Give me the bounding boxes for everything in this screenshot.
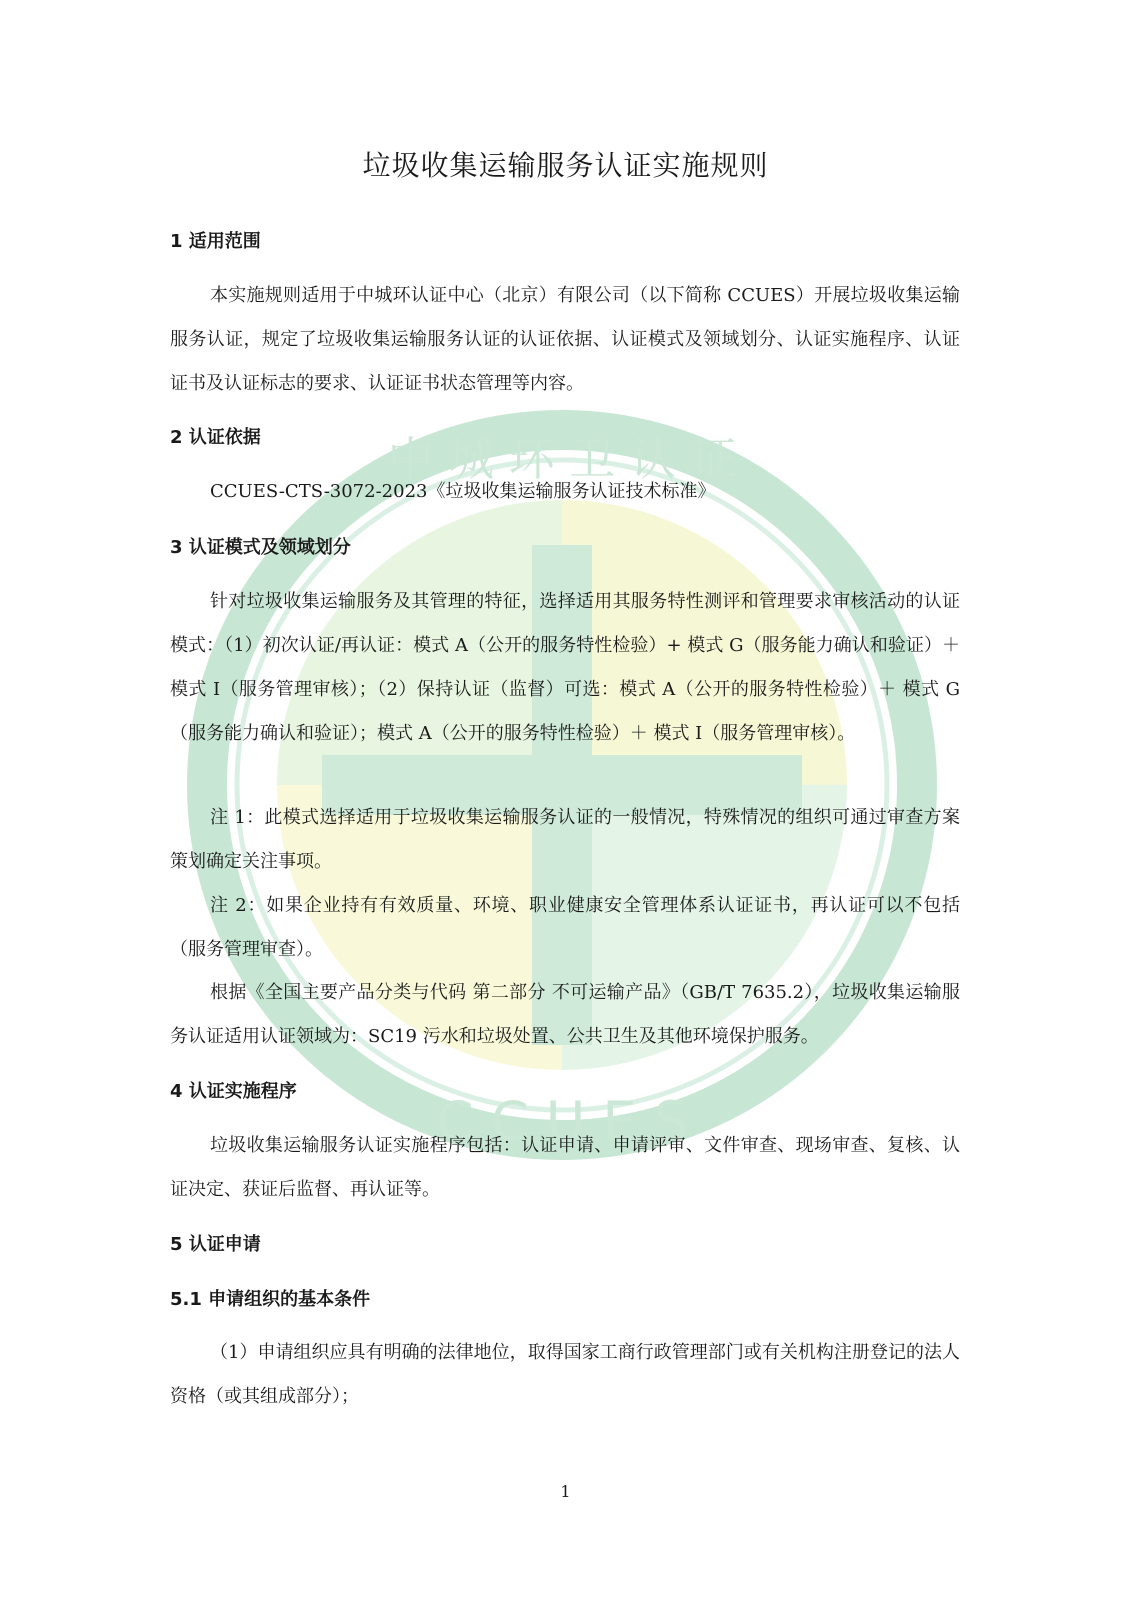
section-5-heading: 5 认证申请 [170,1234,261,1255]
section-5-1-paragraph: （1）申请组织应具有明确的法律地位，取得国家工商行政管理部门或有关机构注册登记的法人资格（或其组成部分）； [170,1342,960,1407]
section-4-heading: 4 认证实施程序 [170,1081,297,1102]
watermark-top-text: 中 城 环 卫 认 证 [387,432,737,486]
section-3-paragraph-1: 针对垃圾收集运输服务及其管理的特征，选择适用其服务特性测评和管理要求审核活动的认证模式：（1）初次认证/再认证：模式 A（公开的服务特性检验）+ 模式 G（服务能力确认和验证）＋模式 I（服务管理审核）；（2）保持认证（监督）可选：模式 A（公开的服务特性检验）＋ 模式 G（服务能力确认和验证）；模式 A（公开的服务特性检验）＋ 模式 I（服务管理审核）。 [170,591,960,744]
section-3-heading: 3 认证模式及领域划分 [170,537,351,558]
section-1-heading: 1 适用范围 [170,231,261,252]
section-3-note-1: 注 1：此模式选择适用于垃圾收集运输服务认证的一般情况，特殊情况的组织可通过审查方案策划确定关注事项。 [170,807,960,872]
section-2-paragraph: CCUES-CTS-3072-2023《垃圾收集运输服务认证技术标准》 [210,481,716,502]
section-3-note-2: 注 2：如果企业持有有效质量、环境、职业健康安全管理体系认证证书，再认证可以不包括（服务管理审查）。 [170,895,960,960]
page-number: 1 [560,1482,571,1501]
section-2-heading: 2 认证依据 [170,427,261,448]
document-title: 垃圾收集运输服务认证实施规则 [362,149,769,182]
section-3-paragraph-2: 根据《全国主要产品分类与代码 第二部分 不可运输产品》（GB/T 7635.2），垃圾收集运输服务认证适用认证领域为：SC19 污水和垃圾处置、公共卫生及其他环境保护服务。 [170,982,960,1047]
watermark-bottom-text: C C U E S [436,1090,688,1153]
section-5-1-heading: 5.1 申请组织的基本条件 [170,1289,371,1310]
section-4-paragraph: 垃圾收集运输服务认证实施程序包括：认证申请、申请评审、文件审查、现场审查、复核、认证决定、获证后监督、再认证等。 [170,1135,960,1200]
section-1-paragraph: 本实施规则适用于中城环认证中心（北京）有限公司（以下简称 CCUES）开展垃圾收集运输服务认证，规定了垃圾收集运输服务认证的认证依据、认证模式及领域划分、认证实施程序、认证证书及认证标志的要求、认证证书状态管理等内容。 [170,285,960,394]
